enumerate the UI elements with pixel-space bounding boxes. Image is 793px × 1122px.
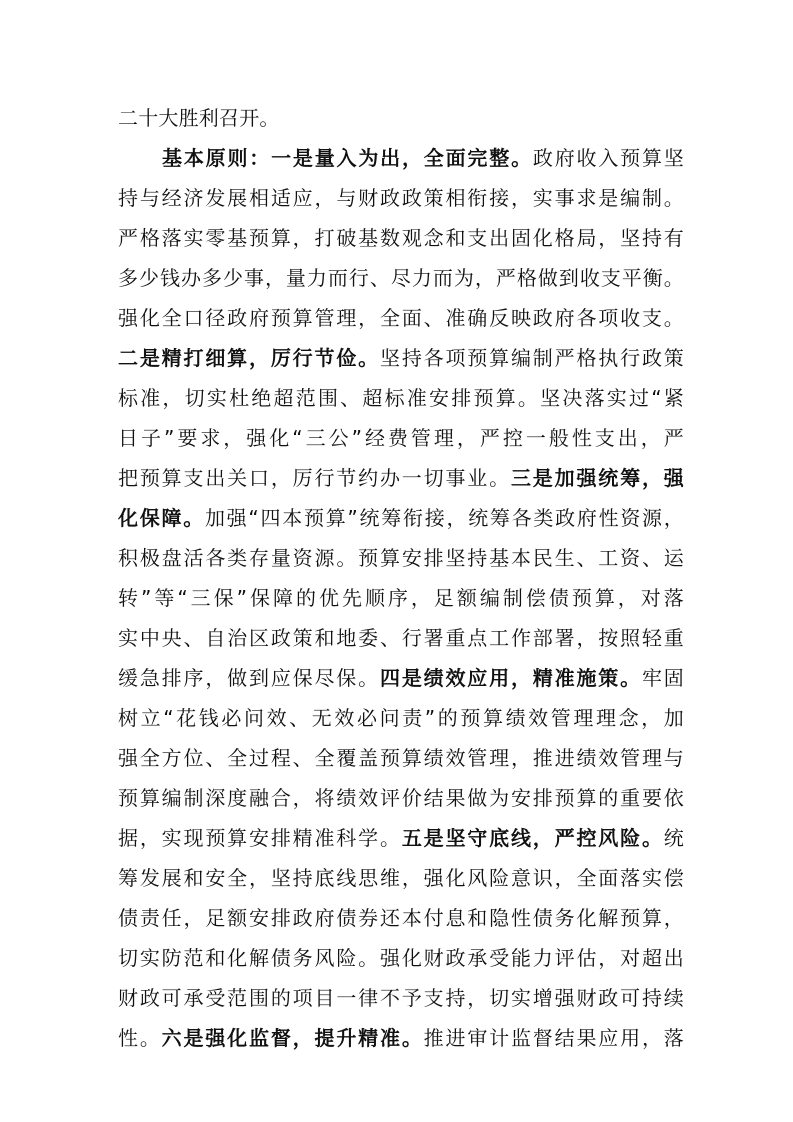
paragraph-line <box>118 178 684 218</box>
text-run: 牢固 <box>641 666 685 690</box>
paragraph-line <box>118 418 684 458</box>
paragraph-line <box>118 618 684 658</box>
paragraph-line <box>118 738 684 778</box>
text-run: 积极盘活各类存量资源。预算安排坚持基本民生、工资、运 <box>118 546 684 570</box>
text-run: 严格落实零基预算，打破基数观念和支出固化格局，坚持有 <box>118 226 684 250</box>
paragraph-line <box>118 778 684 818</box>
bold-text-run: 基本原则：一是量入为出，全面完整。 <box>162 146 533 170</box>
text-run: 坚持各项预算编制严格执行政策 <box>379 346 684 370</box>
bold-text-run: 化保障。 <box>118 506 205 530</box>
paragraph-line <box>118 298 684 338</box>
text-run: 性。 <box>118 1026 162 1050</box>
bold-text-run: 四是绩效应用，精准施策。 <box>379 666 642 690</box>
paragraph-line <box>118 818 684 858</box>
text-run: 统 <box>663 826 684 850</box>
text-run: 推进审计监督结果应用，落 <box>423 1026 684 1050</box>
bold-text-run: 六是强化监督，提升精准。 <box>161 1026 424 1050</box>
text-run: 把预算支出关口，厉行节约办一切事业。 <box>118 466 511 490</box>
paragraph-line <box>118 898 684 938</box>
text-run: 缓急排序，做到应保尽保。 <box>118 666 380 690</box>
paragraph-line <box>118 578 684 618</box>
paragraph-line <box>118 978 684 1018</box>
paragraph-line <box>118 218 684 258</box>
text-run: 切实防范和化解债务风险。强化财政承受能力评估，对超出 <box>118 946 684 970</box>
text-run: 日子”要求，强化“三公”经费管理，严控一般性支出，严 <box>118 426 684 450</box>
paragraph-line <box>118 338 684 378</box>
paragraph-line <box>118 938 684 978</box>
paragraph-line <box>118 138 684 178</box>
paragraph-line <box>118 858 684 898</box>
text-run: 政府收入预算坚 <box>532 146 684 170</box>
paragraph-line <box>118 498 684 538</box>
paragraph-line <box>118 258 684 298</box>
text-run: 标准，切实杜绝超范围、超标准安排预算。坚决落实过“紧 <box>118 386 684 410</box>
paragraph-line <box>118 98 684 138</box>
text-run: 持与经济发展相适应，与财政政策相衔接，实事求是编制。 <box>118 186 684 210</box>
paragraph-line <box>118 538 684 578</box>
text-run: 转”等“三保”保障的优先顺序，足额编制偿债预算，对落 <box>118 586 684 610</box>
text-run: 财政可承受范围的项目一律不予支持，切实增强财政可持续 <box>118 986 684 1010</box>
text-run: 强化全口径政府预算管理，全面、准确反映政府各项收支。 <box>118 306 684 330</box>
paragraph-line <box>118 1018 684 1058</box>
paragraph-line <box>118 458 684 498</box>
bold-text-run: 三是加强统筹，强 <box>510 466 684 490</box>
body-text <box>118 98 684 1058</box>
text-run: 据，实现预算安排精准科学。 <box>118 826 402 850</box>
paragraph-line <box>118 658 684 698</box>
text-run: 实中央、自治区政策和地委、行署重点工作部署，按照轻重 <box>118 626 684 650</box>
bold-text-run: 二是精打细算，厉行节俭。 <box>118 346 380 370</box>
bold-text-run: 五是坚守底线，严控风险。 <box>401 826 664 850</box>
text-run: 预算编制深度融合，将绩效评价结果做为安排预算的重要依 <box>118 786 684 810</box>
text-run: 多少钱办多少事，量力而行、尽力而为，严格做到收支平衡。 <box>118 266 684 290</box>
text-run: 加强“四本预算”统筹衔接，统筹各类政府性资源， <box>204 506 684 530</box>
text-run: 强全方位、全过程、全覆盖预算绩效管理，推进绩效管理与 <box>118 746 684 770</box>
text-run: 二十大胜利召开。 <box>118 106 280 130</box>
text-run: 树立“花钱必问效、无效必问责”的预算绩效管理理念，加 <box>118 706 684 730</box>
paragraph-line <box>118 378 684 418</box>
paragraph-line <box>118 698 684 738</box>
text-run: 筹发展和安全，坚持底线思维，强化风险意识，全面落实偿 <box>118 866 684 890</box>
text-run: 债责任，足额安排政府债券还本付息和隐性债务化解预算， <box>118 906 684 930</box>
